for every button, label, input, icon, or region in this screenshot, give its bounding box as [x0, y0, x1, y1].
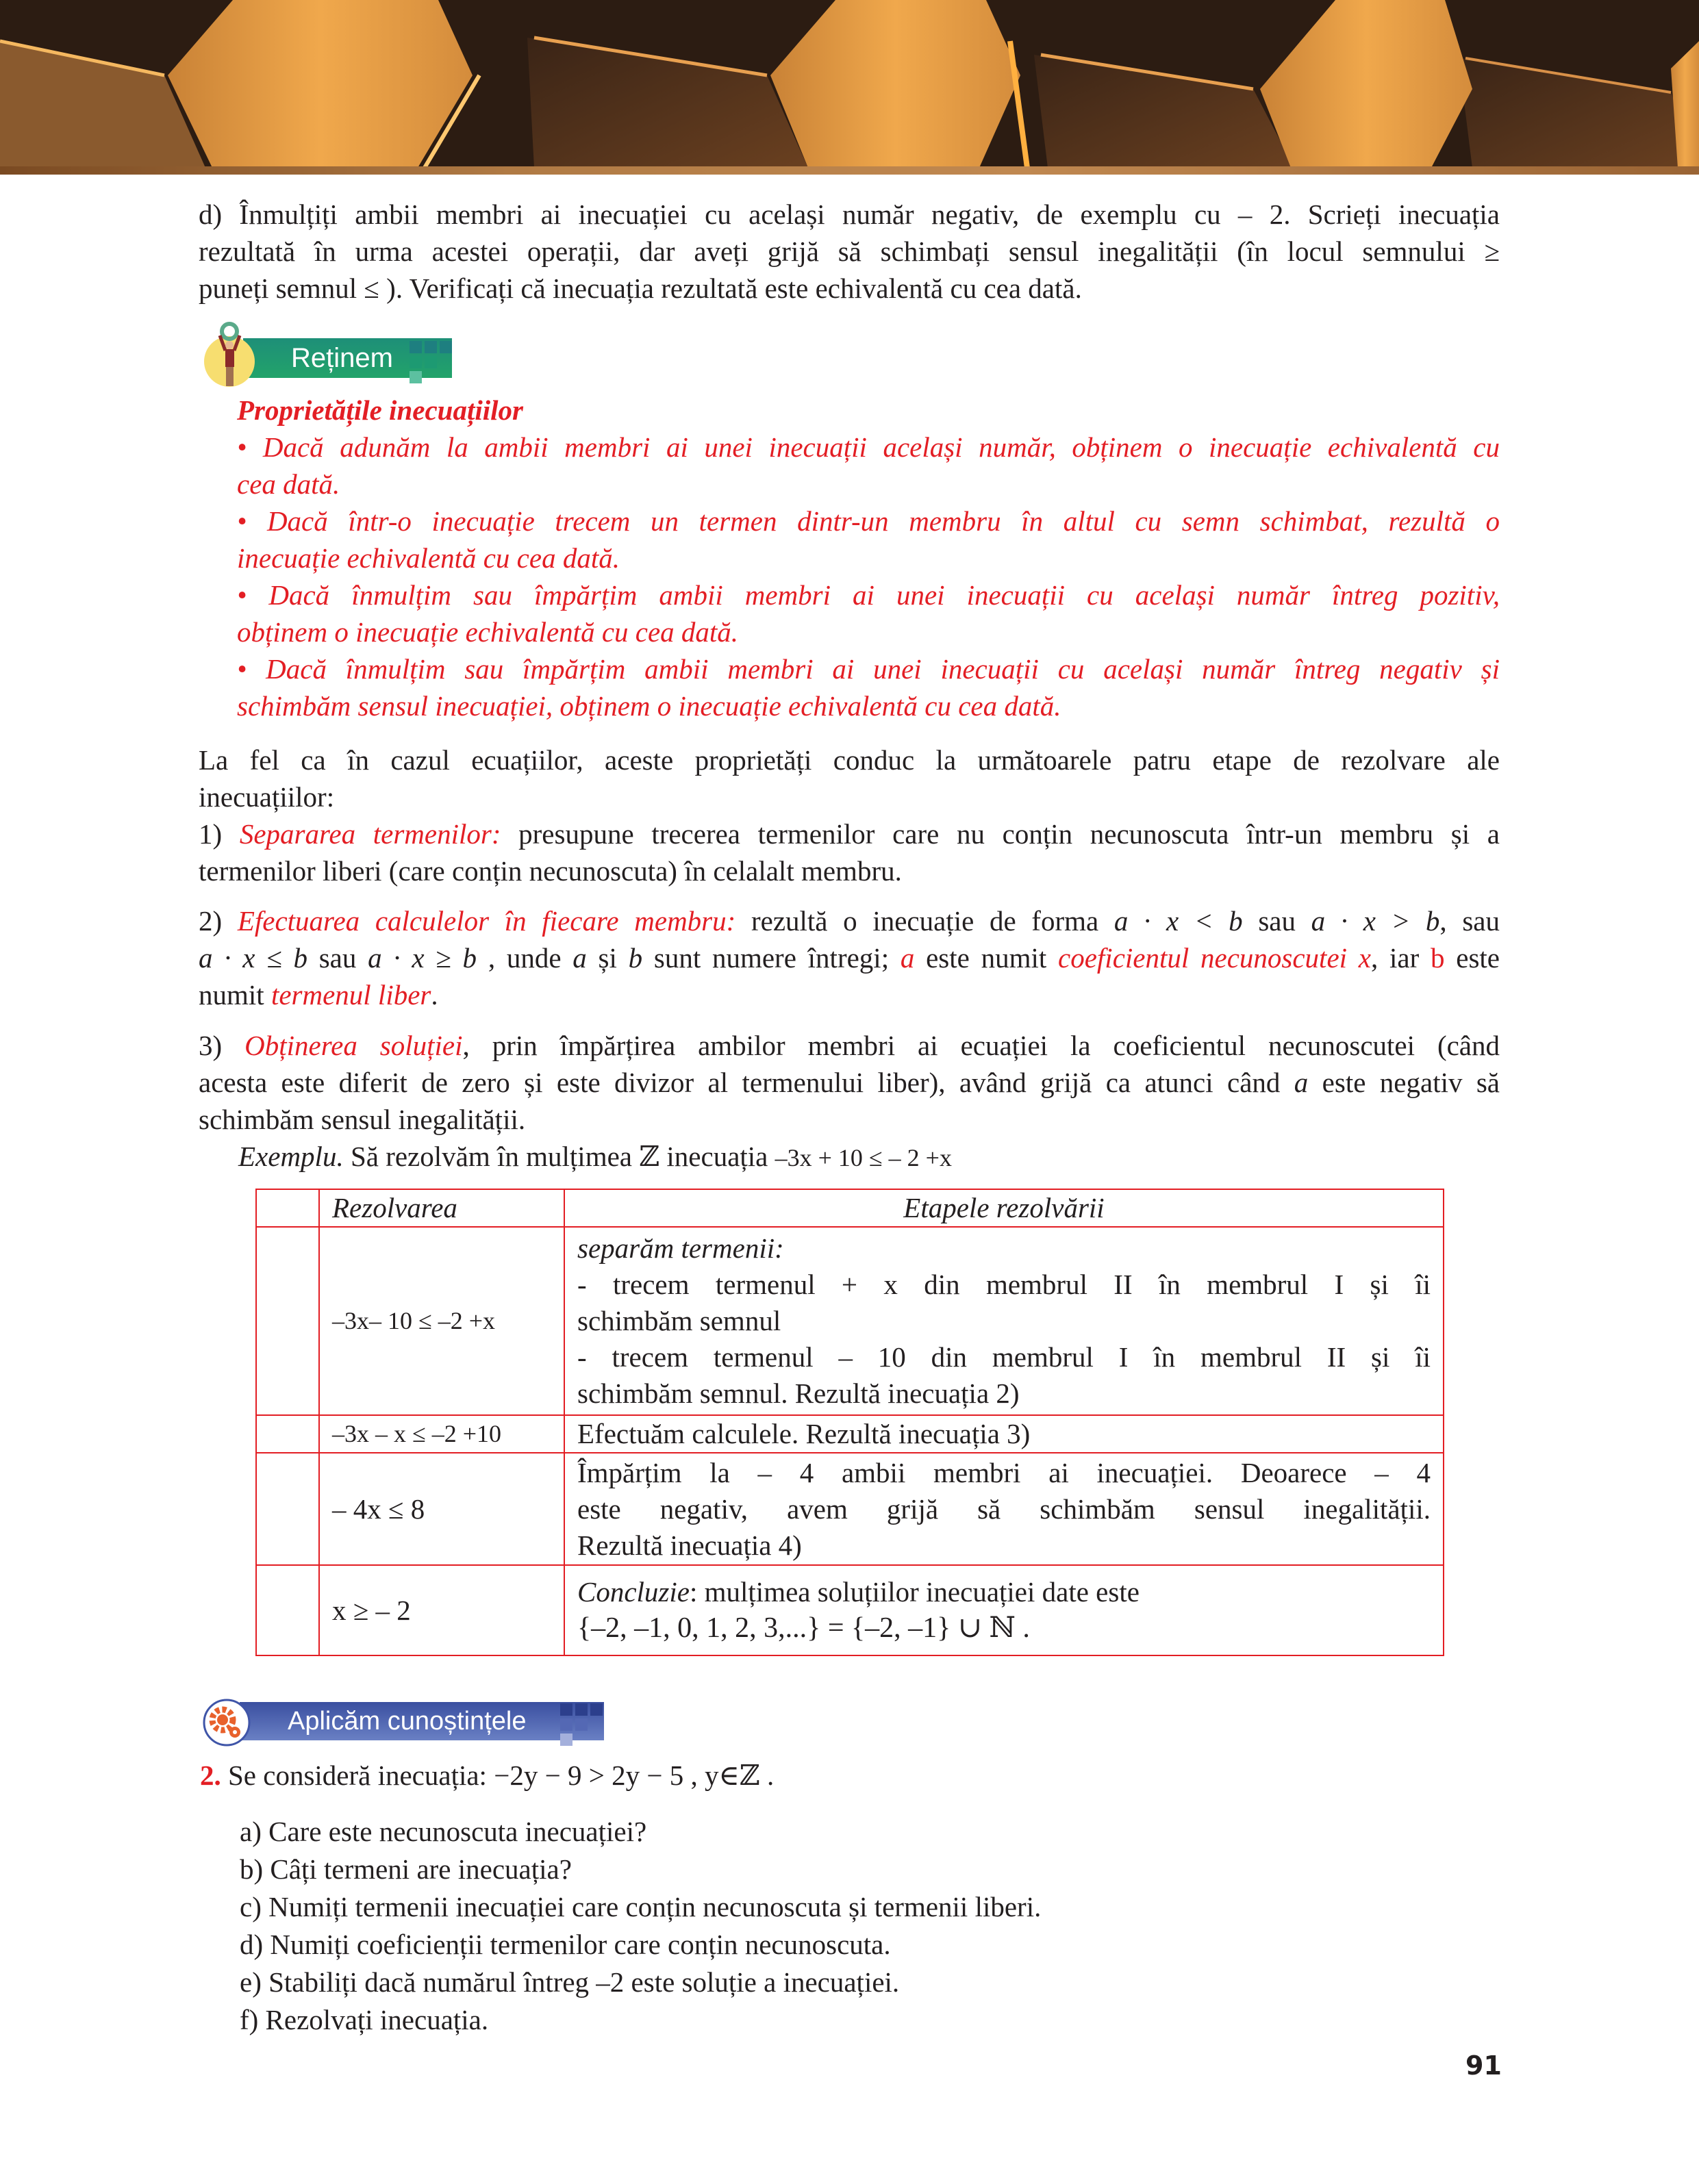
table-row [256, 1565, 1444, 1655]
exercise-item-c: c) Numiți termenii inecuației care conțin necunoscuta și termenii liberi. [240, 1891, 1042, 1922]
decor-square [410, 356, 422, 368]
aplicam-badge [202, 1697, 613, 1751]
table-header-etape: Etapele rezolvării [564, 1189, 1444, 1227]
exercise-statement: Se consideră inecuația: −2y − 9 > 2y − 5 , y∈ℤ . [221, 1760, 775, 1791]
decor-square [440, 341, 452, 353]
property-3-line-1: • Dacă înmulțim sau împărțim ambii membri ai unei inecuații cu același număr întreg pozitiv, [237, 579, 1500, 611]
step-3-number: 3) [199, 1030, 245, 1061]
text: , iar [1371, 942, 1431, 974]
etapa-line: schimbăm semnul [577, 1305, 781, 1336]
table-row [256, 1227, 1444, 1415]
conclusion-line [577, 1574, 1431, 1610]
property-4-line-1: • Dacă înmulțim sau împărțim ambii membri ai unei inecuații cu același număr întreg negativ și [237, 653, 1500, 685]
step-3-line-3: schimbăm sensul inegalității. [199, 1104, 526, 1135]
text: este [1444, 942, 1500, 974]
aplicam-label: Aplicăm cunoștințele [240, 1702, 604, 1740]
table-cell-rezolvarea: x ≥ – 2 [319, 1565, 564, 1655]
text: și [586, 942, 629, 974]
decor-square [410, 341, 422, 353]
table-cell-empty [256, 1565, 319, 1655]
intro-exercise-d [199, 196, 1500, 307]
exercise-2-line [200, 1757, 1296, 1794]
decor-square [560, 1718, 572, 1731]
variable-a: a [1294, 1067, 1309, 1098]
properties-title: Proprietățile inecuațiilor [237, 394, 523, 426]
conclusion-label: Concluzie [577, 1576, 690, 1608]
solution-set: {–2, –1, 0, 1, 2, 3,...} = {–2, –1} ∪ ℕ . [577, 1612, 1030, 1644]
step-3-line-1 [199, 1027, 1500, 1064]
table-cell-rezolvarea: – 4x ≤ 8 [319, 1453, 564, 1565]
retinem-badge [202, 322, 449, 390]
exercise-number: 2. [200, 1760, 221, 1791]
text: acesta este diferit de zero și este divizor al termenului liber), având grijă ca atunci când [199, 1067, 1294, 1098]
step-2-line-1 [199, 902, 1500, 939]
table-cell-etape [564, 1453, 1444, 1565]
solution-table [255, 1189, 1444, 1656]
exercise-item-f: f) Rezolvați inecuația. [240, 2004, 489, 2035]
steps-intro-line-1: La fel ca în cazul ecuațiilor, aceste proprietăți conduc la următoarele patru etape de rezolvare ale [199, 744, 1500, 776]
text: sunt numere întregi; [642, 942, 901, 974]
etapa-line: Efectuăm calculele. Rezultă inecuația 3) [577, 1418, 1031, 1449]
etapa-line: schimbăm semnul. Rezultă inecuația 2) [577, 1377, 1020, 1409]
step-1-text: presupune trecerea termenilor care nu conțin necunoscuta într-un membru și a [501, 818, 1500, 850]
example-label: Exemplu. [238, 1141, 344, 1172]
etapa-line: este negativ, avem grijă să schimbăm sensul inegalității. [577, 1493, 1431, 1525]
text: numit [199, 979, 271, 1011]
formula: a · x ≥ b [368, 942, 477, 974]
example-line [199, 1138, 1500, 1176]
page-number: 91 [1465, 2050, 1502, 2081]
table-header-cell [256, 1189, 319, 1227]
property-2-line-1: • Dacă într-o inecuație trecem un termen dintr-un membru în altul cu semn schimbat, rezultă o [237, 505, 1500, 537]
step-3-label: Obținerea soluției [244, 1030, 463, 1061]
property-4-line-2: schimbăm sensul inecuației, obținem o inecuație echivalentă cu cea dată. [237, 690, 1061, 722]
step-3 [199, 1027, 1500, 1176]
text: , unde [477, 942, 573, 974]
step-3-line-2 [199, 1064, 1500, 1101]
table-cell-etape [564, 1415, 1444, 1453]
exercise-item-b: b) Câți termeni are inecuația? [240, 1853, 572, 1885]
decor-square [425, 341, 437, 353]
example-inequation: –3x + 10 ≤ – 2 +x [775, 1144, 952, 1171]
decor-square [560, 1703, 572, 1716]
etapa-line: separăm termenii: [577, 1232, 784, 1264]
property-3-line-2: obținem o inecuație echivalentă cu cea dată. [237, 616, 739, 648]
formula: a · x ≤ b [199, 942, 307, 974]
text: sau [1242, 905, 1311, 937]
step-1-line-2: termenilor liberi (care conțin necunoscuta) în celalalt membru. [199, 855, 902, 887]
decor-square [590, 1703, 603, 1716]
text: este numit [914, 942, 1059, 974]
table-cell-etape [564, 1565, 1444, 1655]
text: sau [307, 942, 368, 974]
steps-intro [199, 741, 1500, 889]
text: Să rezolvăm în mulțimea ℤ inecuația [343, 1141, 775, 1172]
golden-prisms-illustration [0, 0, 1699, 168]
table-cell-empty [256, 1227, 319, 1415]
formula: a · x > b [1311, 905, 1440, 937]
exercise-2-items [240, 1813, 1041, 2039]
property-1-line-2: cea dată. [237, 468, 340, 500]
step-1-number: 1) [199, 818, 240, 850]
exercise-item-a: a) Care este necunoscuta inecuației? [240, 1816, 647, 1847]
retinem-label: Reținem [243, 338, 452, 378]
text: , sau [1439, 905, 1500, 937]
person-with-gear-icon [202, 322, 264, 390]
text: . [431, 979, 438, 1011]
variable-b: b [628, 942, 643, 974]
table-cell-rezolvarea: –3x – x ≤ –2 +10 [319, 1415, 564, 1453]
intro-line-3: puneți semnul ≤ ). Verificați că inecuația rezultată este echivalentă cu cea dată. [199, 272, 1082, 304]
step-2 [199, 902, 1500, 1013]
exercise-item-e: e) Stabiliți dacă numărul întreg –2 este soluție a inecuației. [240, 1966, 900, 1998]
conclusion-text: : mulțimea soluțiilor inecuației date este [689, 1576, 1140, 1608]
etapa-line: Împărțim la – 4 ambii membri ai inecuației. Deoarece – 4 [577, 1456, 1431, 1488]
decor-square [425, 356, 437, 368]
table-cell-etape [564, 1227, 1444, 1415]
property-1-line-1: • Dacă adunăm la ambii membri ai unei inecuații același număr, obținem o inecuație echivalentă cu [237, 431, 1500, 463]
coefficient-term: coeficientul necunoscutei x [1058, 942, 1371, 974]
etapa-line: Rezultă inecuația 4) [577, 1529, 802, 1561]
text: rezultă o inecuație de forma [735, 905, 1114, 937]
exercise-2-statement [200, 1757, 1296, 1794]
formula: a · x < b [1113, 905, 1243, 937]
property-2-line-2: inecuație echivalentă cu cea dată. [237, 542, 620, 574]
free-term-label: termenul liber [270, 979, 431, 1011]
intro-line-1: d) Înmulțiți ambii membri ai inecuației cu același număr negativ, de exemplu cu – 2. Scrieți inecuația [199, 199, 1500, 230]
header-strip [0, 166, 1699, 175]
header-banner-image [0, 0, 1699, 168]
variable-a-red: a [900, 942, 915, 974]
table-row [256, 1453, 1444, 1565]
decor-square [575, 1718, 588, 1731]
step-2-line-3 [199, 976, 1500, 1013]
table-row [256, 1415, 1444, 1453]
intro-line-2: rezultată în urma acestei operații, dar aveți grijă să schimbați sensul inegalității (în locul semnului ≥ [199, 236, 1500, 267]
step-1-line-1 [199, 815, 1500, 852]
table-cell-rezolvarea: –3x– 10 ≤ –2 +x [319, 1227, 564, 1415]
decor-square [575, 1703, 588, 1716]
text: este negativ să [1308, 1067, 1500, 1098]
table-header-row [256, 1189, 1444, 1227]
decor-square [410, 371, 422, 383]
exercise-item-d: d) Numiți coeficienții termenilor care conțin necunoscuta. [240, 1929, 891, 1960]
decor-square [560, 1734, 572, 1746]
table-header-rezolvarea: Rezolvarea [319, 1189, 564, 1227]
text: , prin împărțirea ambilor membri ai ecuației la coeficientul necunoscutei (când [462, 1030, 1500, 1061]
variable-a: a [572, 942, 587, 974]
step-2-label: Efectuarea calculelor în fiecare membru: [237, 905, 736, 937]
etapa-line: - trecem termenul + x din membrul II în membrul I și îi [577, 1269, 1431, 1300]
step-2-number: 2) [199, 905, 238, 937]
retinem-properties [237, 392, 1500, 724]
step-1-label: Separarea termenilor: [239, 818, 501, 850]
table-cell-empty [256, 1453, 319, 1565]
gears-icon [202, 1698, 251, 1747]
step-2-line-2 [199, 939, 1500, 976]
steps-intro-line-2: inecuațiilor: [199, 781, 335, 813]
variable-b-red: b [1431, 942, 1445, 974]
table-cell-empty [256, 1415, 319, 1453]
etapa-line: - trecem termenul – 10 din membrul I în membrul II și îi [577, 1341, 1431, 1373]
